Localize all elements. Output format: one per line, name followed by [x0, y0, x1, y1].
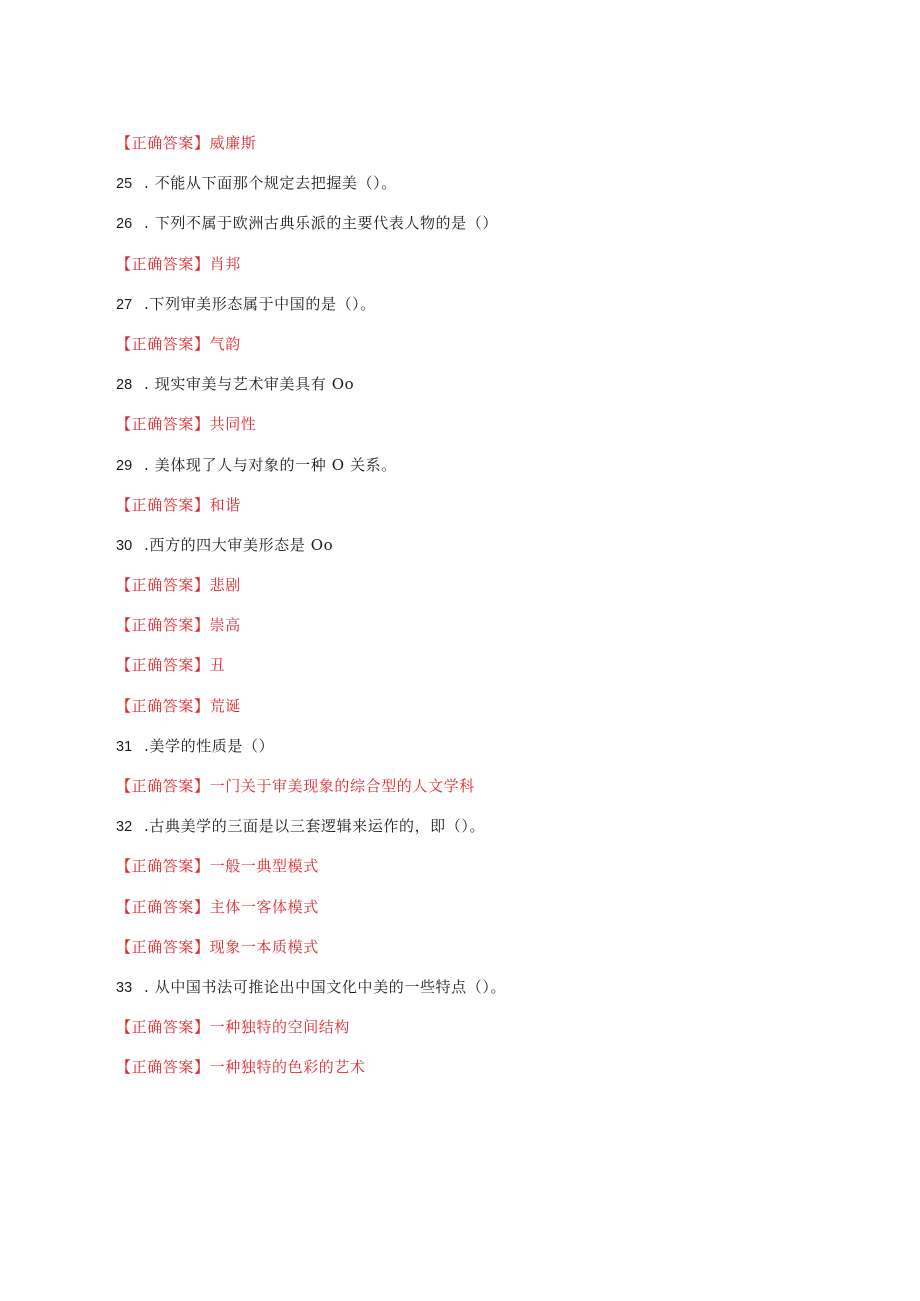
question-text: .古典美学的三面是以三套逻辑来运作的，即（）。 — [144, 817, 486, 836]
question-line — [116, 372, 836, 412]
question-line — [116, 814, 836, 854]
question-number: 30 — [116, 537, 133, 554]
question-answer-list — [116, 131, 836, 1096]
answer-line: 【正确答案】共同性 — [116, 415, 257, 434]
answer-line: 【正确答案】气韵 — [116, 334, 241, 353]
answer-line: 【正确答案】现象一本质模式 — [116, 937, 319, 956]
answer-line: 【正确答案】威廉斯 — [116, 134, 257, 152]
question-number: 33 — [116, 979, 133, 996]
answer-line: 【正确答案】一种独特的空间结构 — [116, 1018, 351, 1037]
answer-line: 【正确答案】和谐 — [116, 495, 241, 514]
question-line — [116, 533, 836, 573]
answer-line: 【正确答案】一种独特的色彩的艺术 — [116, 1058, 366, 1077]
question-text: .下列审美形态属于中国的是（）。 — [144, 294, 376, 313]
question-text: . 现实审美与艺术审美具有 Oo — [144, 375, 355, 394]
question-number: 25 — [116, 176, 133, 193]
question-text: .美学的性质是（） — [144, 736, 275, 755]
answer-line: 【正确答案】一般一典型模式 — [116, 857, 319, 876]
question-line — [116, 975, 836, 1015]
question-number: 26 — [116, 216, 133, 233]
question-number: 29 — [116, 457, 133, 474]
question-text: . 从中国书法可推论出中国文化中美的一些特点（）。 — [144, 977, 507, 996]
answer-line: 【正确答案】肖邦 — [116, 254, 241, 273]
answer-line: 【正确答案】一门关于审美现象的综合型的人文学科 — [116, 777, 475, 795]
answer-line: 【正确答案】崇高 — [116, 616, 241, 635]
question-number: 32 — [116, 819, 133, 836]
question-line — [116, 453, 836, 493]
answer-line: 【正确答案】悲剧 — [116, 576, 241, 595]
question-line — [116, 171, 836, 211]
answer-line: 【正确答案】丑 — [116, 656, 226, 675]
question-line — [116, 734, 836, 774]
question-text: . 下列不属于欧洲古典乐派的主要代表人物的是（） — [144, 214, 498, 233]
answer-line: 【正确答案】荒诞 — [116, 696, 241, 715]
question-line — [116, 292, 836, 332]
question-text: . 美体现了人与对象的一种 O 关系。 — [144, 455, 397, 474]
question-text: . 不能从下面那个规定去把握美（）。 — [144, 174, 397, 193]
question-line — [116, 211, 836, 251]
answer-line: 【正确答案】主体一客体模式 — [116, 897, 319, 916]
question-number: 31 — [116, 738, 133, 755]
question-text: .西方的四大审美形态是 Oo — [144, 535, 334, 554]
question-number: 27 — [116, 296, 133, 313]
question-number: 28 — [116, 377, 133, 394]
